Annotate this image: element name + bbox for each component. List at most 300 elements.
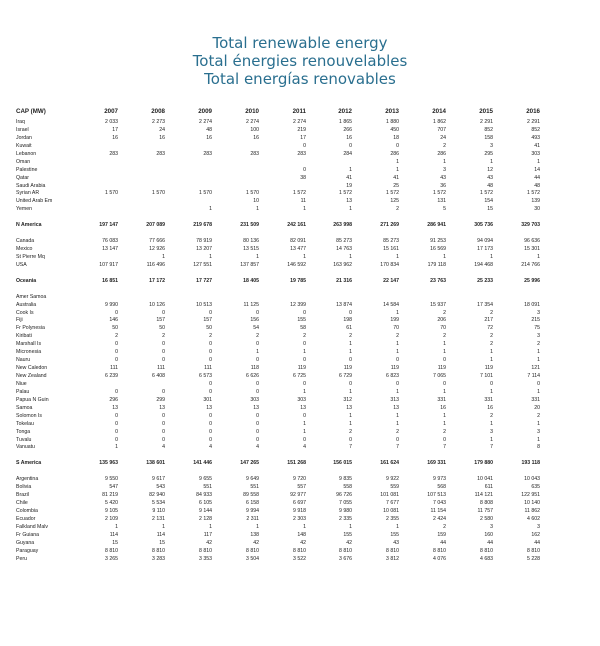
table-cell: 8 810 (527, 547, 540, 554)
table-cell: 2 274 (246, 119, 259, 125)
table-cell: 11 125 (243, 301, 259, 308)
table-cell: 11 154 (430, 507, 446, 514)
table-cell: 611 (484, 484, 493, 491)
table-cell: 1 (537, 349, 540, 356)
table-cell: 16 851 (102, 277, 118, 284)
table-cell: 9 617 (152, 476, 165, 483)
table-cell: 44 (534, 174, 540, 181)
table-cell: 0 (115, 357, 118, 364)
table-cell: 23 763 (430, 277, 446, 284)
table-cell: 1 (303, 428, 306, 435)
title-block (0, 34, 600, 88)
table-cell: 4 683 (480, 555, 493, 562)
table-cell: 17 (300, 134, 306, 141)
table-cell: 0 (256, 436, 259, 443)
table-cell: 2 (443, 142, 446, 149)
table-cell: 1 (490, 349, 493, 356)
table-cell: 2 580 (480, 515, 493, 522)
table-cell: 0 (115, 309, 118, 316)
table-cell: 13 (159, 404, 165, 411)
table-cell: 146 (109, 317, 118, 324)
table-cell: 217 (484, 317, 493, 324)
table-cell: 1 (443, 349, 446, 356)
table-cell: 14 763 (336, 246, 352, 252)
table-cell: 2 (537, 341, 540, 348)
row-label: Palestine (16, 166, 38, 173)
table-cell: 2 109 (105, 515, 118, 522)
table-cell: 111 (110, 365, 118, 372)
table-row (16, 325, 591, 333)
table-cell: 0 (115, 428, 118, 435)
table-cell: 286 941 (427, 222, 446, 229)
table-cell: 11 (300, 198, 306, 205)
table-cell: 1 (396, 166, 399, 173)
table-cell: 0 (115, 349, 118, 356)
row-label: Paraguay (16, 547, 39, 554)
table-cell: 493 (531, 134, 540, 141)
table-cell: 2 (490, 309, 493, 316)
table-cell: 219 678 (193, 222, 212, 229)
table-cell: 2 291 (527, 119, 540, 125)
table-cell: 2 (443, 309, 446, 316)
table-cell: 1 572 (339, 190, 352, 197)
table-row (16, 238, 591, 246)
table-cell: 9 994 (246, 507, 259, 514)
table-cell: 283 (297, 150, 306, 157)
table-cell: 13 (346, 198, 352, 205)
table-cell: 16 (112, 134, 118, 141)
row-label: New Caledon (16, 365, 48, 372)
table-cell: 17 172 (149, 277, 165, 284)
table-cell: 16 (346, 134, 352, 141)
table-cell: 2 131 (152, 515, 165, 522)
row-spacer (16, 452, 591, 460)
table-cell: 9 973 (433, 476, 446, 483)
table-row (16, 357, 591, 365)
table-cell: 1 (303, 420, 306, 427)
table-cell: 0 (209, 412, 212, 419)
table-cell: 0 (443, 357, 446, 364)
table-cell: 82 940 (149, 492, 165, 499)
table-row (16, 476, 591, 484)
table-cell: 8 810 (152, 547, 165, 554)
table-row (16, 540, 591, 548)
table-cell: 154 (484, 198, 493, 205)
table-row (16, 444, 591, 452)
table-cell: 0 (303, 436, 306, 443)
table-cell: 4 (303, 444, 306, 451)
table-cell: 151 268 (287, 460, 306, 467)
table-cell: 10 140 (524, 500, 540, 506)
table-cell: 6 408 (152, 373, 165, 379)
table-cell: 8 810 (199, 547, 212, 554)
table-cell: 7 (349, 444, 352, 451)
table-cell: 1 880 (386, 119, 399, 125)
table-cell: 1 (443, 412, 446, 419)
table-row (16, 294, 591, 302)
table-cell: 12 926 (149, 246, 165, 252)
table-cell: 92 977 (290, 492, 306, 499)
table-cell: 0 (162, 420, 165, 427)
table-cell: 9 144 (199, 507, 212, 514)
table-cell: 1 (396, 523, 399, 530)
table-cell: 313 (390, 396, 399, 403)
table-cell: 139 (531, 198, 540, 205)
table-cell: 155 (297, 317, 306, 324)
row-label: Oceania (16, 277, 37, 284)
table-cell: 43 (440, 174, 446, 181)
table-cell: 17 727 (196, 277, 212, 284)
table-cell: 25 996 (524, 277, 540, 284)
table-cell: 157 (156, 317, 165, 324)
table-cell: 11 757 (477, 507, 493, 514)
table-cell: 0 (209, 420, 212, 427)
header-year: 2008 (151, 108, 165, 115)
table-cell: 0 (209, 388, 212, 395)
row-label: Australia (16, 301, 37, 308)
row-spacer (16, 214, 591, 222)
table-header-row (16, 105, 591, 119)
header-year: 2013 (385, 108, 399, 115)
table-cell: 2 (443, 428, 446, 435)
table-cell: 38 (300, 174, 306, 181)
table-cell: 0 (162, 309, 165, 316)
header-year: 2007 (104, 108, 118, 115)
table-cell: 10 041 (477, 476, 493, 483)
table-cell: 551 (203, 484, 212, 491)
header-year: 2014 (432, 108, 446, 115)
table-cell: 54 (253, 325, 259, 332)
table-cell: 3 265 (105, 555, 118, 562)
table-cell: 197 147 (99, 222, 118, 229)
table-cell: 0 (209, 380, 212, 387)
table-cell: 2 (490, 341, 493, 348)
table-row (16, 405, 591, 413)
table-cell: 0 (209, 349, 212, 356)
table-cell: 231 509 (240, 222, 259, 229)
row-label: Tokelau (16, 420, 34, 427)
table-cell: 13 (300, 404, 306, 411)
table-cell: 50 (206, 325, 212, 332)
table-cell: 156 015 (333, 460, 352, 467)
table-cell: 18 (393, 134, 399, 141)
table-cell: 6 573 (199, 373, 212, 379)
table-cell: 1 (443, 158, 446, 165)
table-cell: 0 (209, 357, 212, 364)
table-cell: 1 (209, 253, 212, 260)
table-cell: 7 (490, 444, 493, 451)
title-spanish: Total energías renovables (204, 70, 396, 88)
table-cell: 44 (440, 539, 446, 546)
row-label: Peru (16, 555, 27, 562)
table-cell: 10 043 (524, 476, 540, 483)
table-cell: 1 (490, 357, 493, 364)
table-cell: 1 (349, 206, 352, 213)
table-cell: 13 874 (336, 301, 352, 308)
table-cell: 305 736 (474, 222, 493, 229)
table-cell: 0 (303, 341, 306, 348)
table-cell: 9 110 (152, 507, 165, 514)
table-cell: 6 729 (339, 373, 352, 379)
table-cell: 114 121 (474, 492, 493, 499)
table-cell: 1 572 (293, 190, 306, 197)
table-cell: 1 (443, 253, 446, 260)
table-cell: 2 (209, 333, 212, 340)
table-cell: 1 (162, 253, 165, 260)
table-cell: 558 (343, 484, 352, 491)
table-row (16, 389, 591, 397)
table-cell: 2 (490, 333, 493, 340)
table-cell: 2 303 (293, 515, 306, 522)
table-cell: 2 273 (152, 119, 165, 125)
row-label: Oman (16, 158, 31, 165)
row-label: N America (16, 222, 42, 229)
table-cell: 6 725 (293, 373, 306, 379)
table-cell: 3 353 (199, 555, 212, 562)
row-label: Micronesia (16, 349, 42, 356)
row-label: United Arab Em (16, 198, 53, 205)
table-cell: 9 918 (293, 507, 306, 514)
table-cell: 75 (534, 325, 540, 332)
table-cell: 198 (343, 317, 352, 324)
table-row (16, 429, 591, 437)
table-cell: 303 (297, 396, 306, 403)
table-cell: 0 (396, 142, 399, 149)
table-cell: 117 (203, 531, 212, 538)
table-cell: 13 (253, 404, 259, 411)
table-cell: 119 (437, 365, 446, 372)
table-cell: 61 (346, 325, 352, 332)
table-cell: 0 (162, 341, 165, 348)
table-cell: 9 835 (339, 476, 352, 483)
table-row (16, 413, 591, 421)
table-cell: 13 147 (102, 246, 118, 252)
table-row (16, 159, 591, 167)
table-cell: 3 522 (293, 555, 306, 562)
table-row (16, 183, 591, 191)
table-row (16, 119, 591, 127)
table-cell: 295 (484, 150, 493, 157)
table-cell: 42 (206, 539, 212, 546)
table-cell: 1 (537, 357, 540, 364)
table-cell: 1 (209, 523, 212, 530)
table-cell: 206 (437, 317, 446, 324)
table-cell: 42 (253, 539, 259, 546)
table-cell: 296 (109, 396, 118, 403)
table-cell: 1 (396, 341, 399, 348)
table-cell: 1 (396, 253, 399, 260)
table-cell: 137 857 (240, 261, 259, 268)
row-label: Bolivia (16, 484, 32, 491)
table-cell: 0 (162, 428, 165, 435)
table-cell: 0 (349, 142, 352, 149)
table-cell: 179 880 (474, 460, 493, 467)
table-cell: 7 065 (433, 373, 446, 379)
table-cell: 7 043 (433, 500, 446, 506)
table-cell: 131 (437, 198, 446, 205)
table-cell: 4 (162, 444, 165, 451)
table-cell: 18 405 (243, 277, 259, 284)
header-year: 2010 (245, 108, 259, 115)
table-cell: 266 (343, 126, 352, 133)
table-cell: 70 (393, 325, 399, 332)
table-cell: 16 (206, 134, 212, 141)
row-label: New Zealand (16, 373, 47, 379)
table-cell: 1 (537, 436, 540, 443)
table-cell: 94 094 (477, 238, 493, 245)
table-cell: 283 (250, 150, 259, 157)
table-cell: 0 (303, 380, 306, 387)
table-row (16, 516, 591, 524)
table-cell: 312 (343, 396, 352, 403)
table-cell: 20 (534, 404, 540, 411)
row-label: Iraq (16, 119, 25, 125)
table-cell: 72 (487, 325, 493, 332)
row-label: Vanuatu (16, 444, 35, 451)
table-cell: 0 (303, 142, 306, 149)
table-cell: 283 (109, 150, 118, 157)
table-cell: 80 136 (243, 238, 259, 245)
table-cell: 1 (303, 523, 306, 530)
table-row (16, 310, 591, 318)
table-cell: 1 (162, 523, 165, 530)
table-cell: 77 666 (149, 238, 165, 245)
table-cell: 48 (487, 182, 493, 189)
table-cell: 85 273 (336, 238, 352, 245)
table-cell: 450 (390, 126, 399, 133)
table-cell: 58 (300, 325, 306, 332)
table-cell: 4 602 (527, 515, 540, 522)
table-cell: 10 (253, 198, 259, 205)
region-total-row (16, 222, 591, 230)
table-cell: 0 (256, 309, 259, 316)
table-cell: 0 (115, 388, 118, 395)
table-cell: 81 219 (102, 492, 118, 499)
table-cell: 0 (303, 412, 306, 419)
table-cell: 111 (157, 365, 165, 372)
table-cell: 1 (256, 349, 259, 356)
table-cell: 13 515 (243, 246, 259, 252)
table-cell: 1 (396, 388, 399, 395)
table-cell: 1 (396, 158, 399, 165)
table-cell: 2 274 (293, 119, 306, 125)
table-cell: 2 424 (433, 515, 446, 522)
table-cell: 8 810 (480, 547, 493, 554)
table-cell: 5 534 (152, 500, 165, 506)
table-cell: 3 283 (152, 555, 165, 562)
table-cell: 1 (443, 341, 446, 348)
table-cell: 199 (390, 317, 399, 324)
table-cell: 301 (203, 396, 212, 403)
table-cell: 1 (349, 412, 352, 419)
table-cell: 10 513 (196, 301, 212, 308)
table-cell: 111 (204, 365, 212, 372)
table-cell: 85 273 (383, 238, 399, 245)
table-cell: 14 (534, 166, 540, 173)
table-row (16, 365, 591, 373)
table-cell: 1 (349, 523, 352, 530)
table-cell: 329 703 (521, 222, 540, 229)
table-cell: 2 128 (199, 515, 212, 522)
table-cell: 8 810 (433, 547, 446, 554)
table-cell: 9 550 (105, 476, 118, 483)
row-label: Tonga (16, 428, 31, 435)
table-row (16, 548, 591, 556)
table-cell: 557 (297, 484, 306, 491)
table-cell: 0 (162, 388, 165, 395)
table-cell: 9 649 (246, 476, 259, 483)
table-cell: 1 (349, 341, 352, 348)
table-cell: 17 (112, 126, 118, 133)
table-cell: 1 572 (527, 190, 540, 197)
table-cell: 8 (537, 444, 540, 451)
table-cell: 135 963 (99, 460, 118, 467)
table-cell: 1 (115, 444, 118, 451)
table-cell: 82 091 (290, 238, 306, 245)
table-cell: 0 (162, 349, 165, 356)
table-cell: 119 (484, 365, 493, 372)
table-cell: 242 161 (287, 222, 306, 229)
table-cell: 2 (396, 206, 399, 213)
table-cell: 169 331 (427, 460, 446, 467)
table-cell: 0 (396, 380, 399, 387)
table-cell: 2 (256, 333, 259, 340)
table-cell: 15 161 (383, 246, 399, 252)
row-label: Nauru (16, 357, 31, 364)
table-cell: 7 (396, 444, 399, 451)
table-cell: 48 (206, 126, 212, 133)
table-cell: 4 (209, 444, 212, 451)
table-cell: 0 (256, 420, 259, 427)
table-cell: 0 (303, 357, 306, 364)
table-cell: 138 601 (146, 460, 165, 467)
table-row (16, 151, 591, 159)
table-cell: 8 810 (293, 547, 306, 554)
table-cell: 1 (396, 349, 399, 356)
table-cell: 101 081 (380, 492, 399, 499)
table-cell: 2 291 (480, 119, 493, 125)
table-cell: 852 (531, 126, 540, 133)
table-cell: 1 (537, 158, 540, 165)
table-row (16, 381, 591, 389)
table-cell: 0 (256, 341, 259, 348)
table-cell: 119 (297, 365, 306, 372)
table-cell: 16 (253, 134, 259, 141)
table-cell: 1 (490, 253, 493, 260)
header-year: 2011 (292, 108, 306, 115)
table-row (16, 437, 591, 445)
table-cell: 5 (443, 206, 446, 213)
row-label: S America (16, 460, 42, 467)
table-cell: 15 (487, 206, 493, 213)
table-cell: 303 (531, 150, 540, 157)
table-cell: 207 089 (146, 222, 165, 229)
table-cell: 1 (303, 388, 306, 395)
table-cell: 107 513 (427, 492, 446, 499)
table-cell: 118 (250, 365, 259, 372)
table-cell: 635 (531, 484, 540, 491)
table-cell: 1 (256, 523, 259, 530)
table-cell: 3 (537, 309, 540, 316)
table-cell: 4 (256, 444, 259, 451)
table-cell: 0 (256, 380, 259, 387)
table-cell: 8 810 (386, 547, 399, 554)
table-cell: 13 (346, 404, 352, 411)
table-cell: 147 265 (240, 460, 259, 467)
table-row (16, 484, 591, 492)
row-label: Amer Samoa (16, 293, 47, 300)
row-label: Israel (16, 126, 29, 133)
